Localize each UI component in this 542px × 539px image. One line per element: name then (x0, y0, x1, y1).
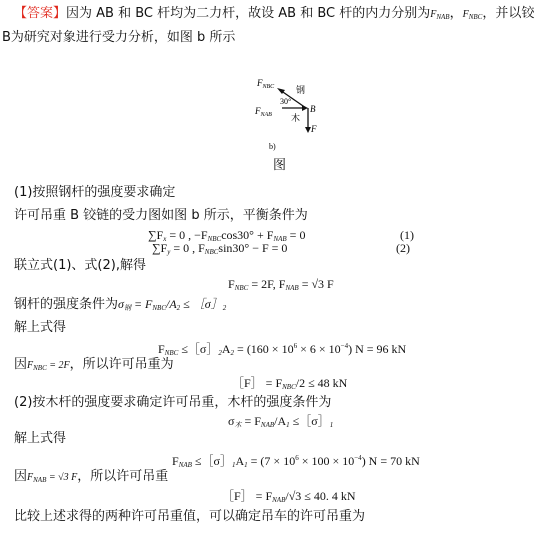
paragraph-8: 解上式得 (14, 431, 67, 446)
equation-2-number: (2) (396, 241, 410, 255)
subfigure-label: b) (269, 142, 276, 151)
figure-caption: 图 (273, 158, 287, 173)
equation-1-number: (1) (400, 228, 414, 242)
f-label: F (311, 124, 317, 134)
b-label: B (310, 104, 316, 114)
fnbc-label: $F_{NBC}$ (257, 78, 275, 90)
paragraph-10: 比较上述求得的两种许可吊重值，可以确定吊车的许可吊重为 (14, 509, 366, 524)
answer-tag: 【答案】 (14, 6, 67, 21)
paragraph-3: 联立式(1)、式(2),解得 (14, 258, 146, 273)
fnab-arrowhead (302, 105, 308, 111)
fnab-label: $F_{NAB}$ (255, 106, 272, 118)
equation-6: $\sigma_木 = F_{NAB}/A_1$ $\le[\sigma]_1$ (228, 414, 334, 429)
equation-1: $\sum F_x = 0$ , $-F_{NBC}\cos 30^\circ + F_{NAB} = 0$ (148, 228, 306, 243)
wood-label: 木 (291, 113, 301, 123)
force-diagram (240, 72, 330, 152)
paragraph-1: (1)按照钢杆的强度要求确定 (14, 185, 176, 200)
paragraph-9: 因$F_{NAB} = √3$ F，所以许可吊重 (14, 469, 169, 484)
paragraph-2: 许可吊重 B 铰链的受力图如图 b 所示，平衡条件为 (14, 208, 308, 223)
angle-label: 30° (280, 97, 292, 106)
equation-3: $F_{NBC} = 2F$, $F_{NAB} = √3$ F (228, 277, 334, 292)
equation-4: $F_{NBC}$ $\le[\sigma]_2A_2 = (160 \times 10^6 \times 6 \times 10^{-4}) N = 96$ kN (158, 342, 407, 357)
equation-2: $\sum F_y = 0$ , $F_{NBC}\sin 30^\circ - F = 0$ (152, 241, 288, 256)
paragraph-5: 解上式得 (14, 320, 67, 335)
equation-7: $F_{NAB}$ $\le[\sigma]_1A_1 = (7 \times 10^6 \times 100 \times 10^{-4}) N = 70$ kN (172, 454, 420, 469)
paragraph-4: 钢杆的强度条件为$\sigma_钢 = F_{NBC}/A_2$ ≤ $[\sigma]_2$ (14, 297, 227, 312)
paragraph-6: 因$F_{NBC} = 2F$，所以许可吊重为 (14, 357, 174, 372)
equation-8: ［F］ = $F_{NAB}/√3 \le 40$. 4 kN (222, 489, 356, 504)
paragraph-7: (2)按木杆的强度要求确定许可吊重，木杆的强度条件为 (14, 395, 332, 410)
equation-5: ［F］ = $F_{NBC}/2 \le 48$ kN (232, 376, 348, 391)
steel-label: 钢 (296, 85, 306, 95)
intro-line-1: 【答案】因为 AB 和 BC 杆均为二力杆，故设 AB 和 BC 杆的内力分别为$F_{NAB}$，$F_{NBC}$，并以铰 (14, 6, 535, 21)
intro-line-2: B为研究对象进行受力分析，如图 b 所示 (2, 30, 236, 45)
